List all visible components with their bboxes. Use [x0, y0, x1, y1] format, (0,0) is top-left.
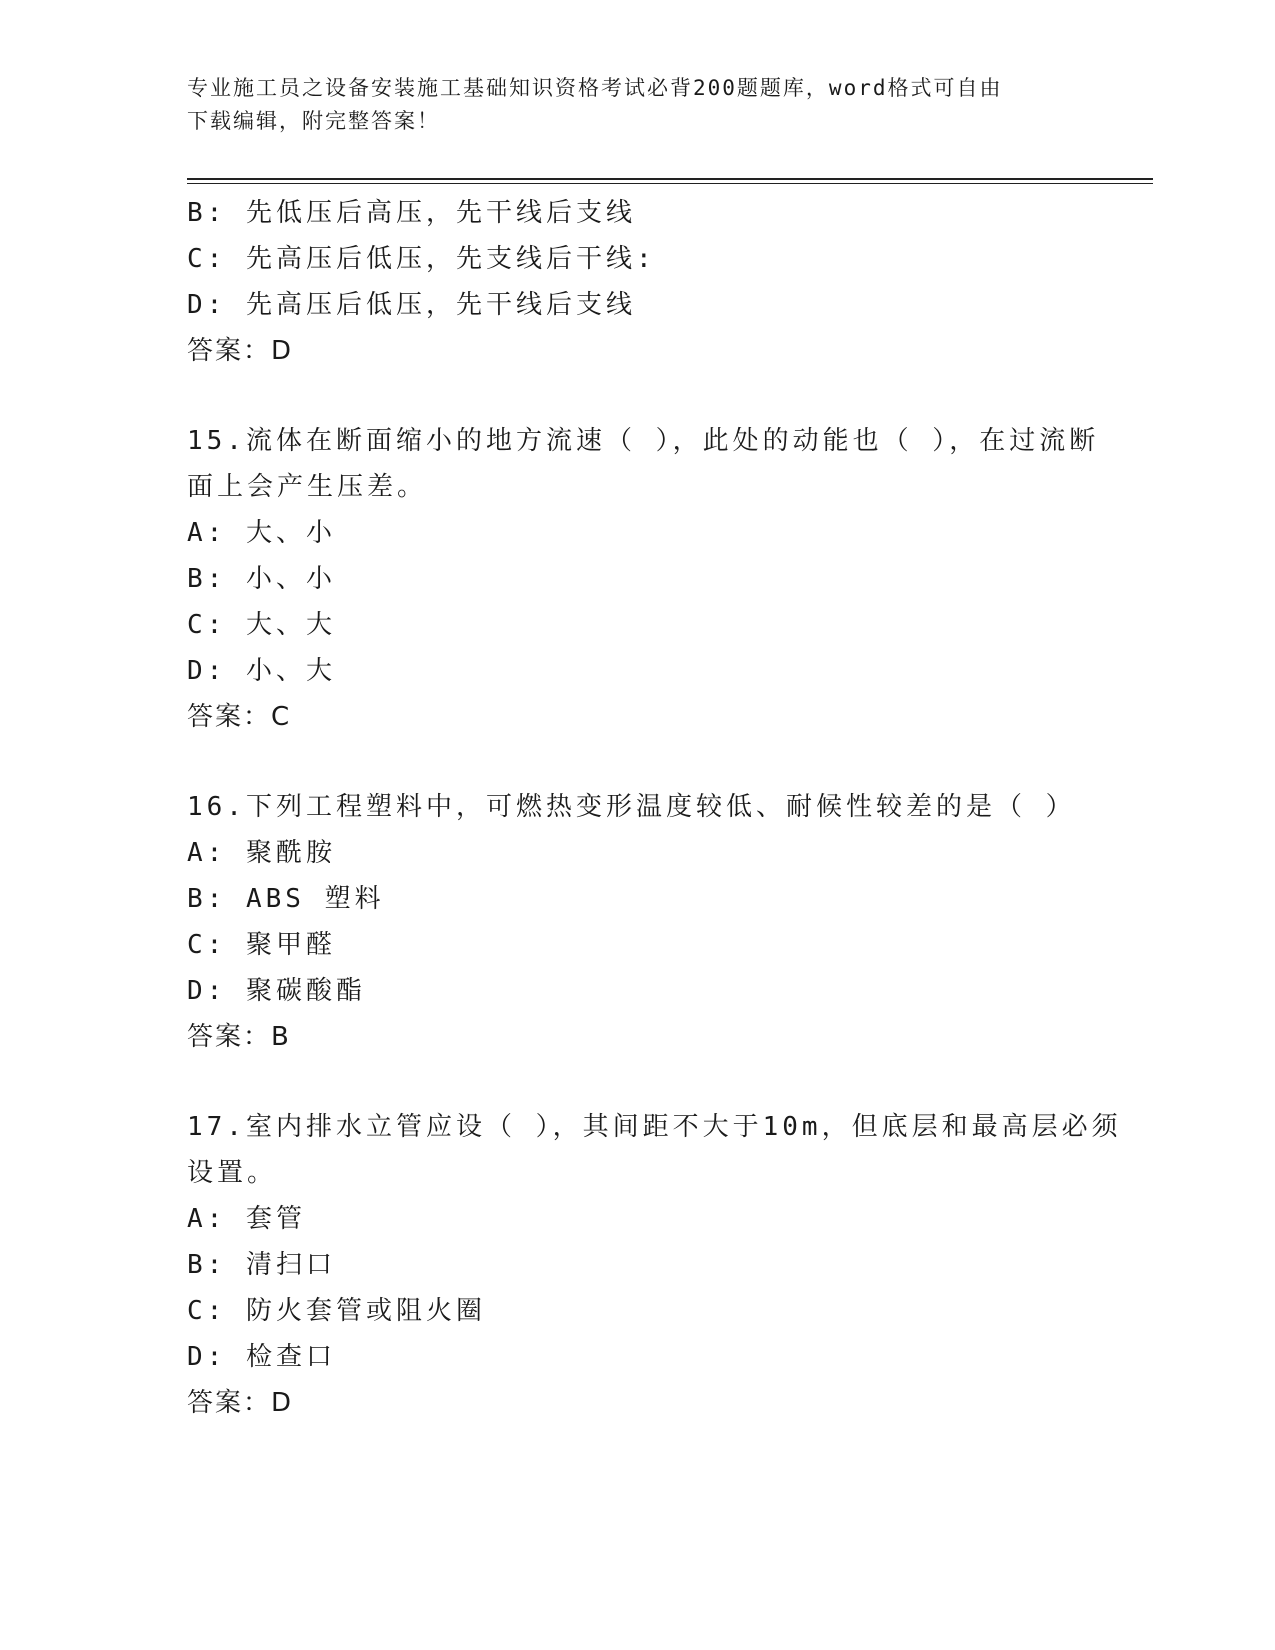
option-c: C: 防火套管或阻火圈 [187, 1296, 486, 1326]
option-b: B: 先低压后高压，先干线后支线 [187, 198, 636, 228]
question-text-line-1: 16.下列工程塑料中，可燃热变形温度较低、耐候性较差的是（ ） [187, 792, 1076, 822]
header-line-1: 专业施工员之设备安装施工基础知识资格考试必背200题题库，word格式可自由 [187, 76, 1003, 100]
option-b: B: 清扫口 [187, 1250, 336, 1280]
option-a: A: 套管 [187, 1204, 306, 1234]
question-block-17 [187, 1104, 1122, 1426]
option-d: D: 检查口 [187, 1342, 336, 1372]
option-d: D: 小、大 [187, 656, 336, 686]
answer-line: 答案：D [187, 1388, 294, 1418]
option-d: D: 先高压后低压，先干线后支线 [187, 290, 636, 320]
option-c: C: 先高压后低压，先支线后干线: [187, 244, 656, 274]
option-b: B: ABS 塑料 [187, 884, 385, 914]
option-d: D: 聚碳酸酯 [187, 976, 366, 1006]
option-a: A: 聚酰胺 [187, 838, 336, 868]
question-block-15 [187, 418, 1100, 740]
question-text-line-2: 面上会产生压差。 [187, 472, 428, 502]
document-header [187, 72, 1087, 138]
header-rule-thin [187, 183, 1153, 184]
header-line-2: 下载编辑，附完整答案！ [187, 109, 440, 133]
answer-line: 答案：B [187, 1022, 291, 1052]
question-text-line-2: 设置。 [187, 1158, 278, 1188]
question-block-16 [187, 784, 1087, 1060]
question-text-line-1: 15.流体在断面缩小的地方流速（ ），此处的动能也（ ），在过流断 [187, 426, 1100, 456]
question-text-line-1: 17.室内排水立管应设（ ），其间距不大于10m，但底层和最高层必须 [187, 1112, 1122, 1142]
option-a: A: 大、小 [187, 518, 336, 548]
question-list [187, 190, 1122, 1426]
answer-line: 答案：C [187, 702, 292, 732]
option-b: B: 小、小 [187, 564, 336, 594]
answer-line: 答案：D [187, 336, 294, 366]
option-c: C: 聚甲醛 [187, 930, 336, 960]
header-rule-thick [187, 178, 1153, 180]
question-block-14 [187, 190, 1087, 374]
option-c: C: 大、大 [187, 610, 336, 640]
